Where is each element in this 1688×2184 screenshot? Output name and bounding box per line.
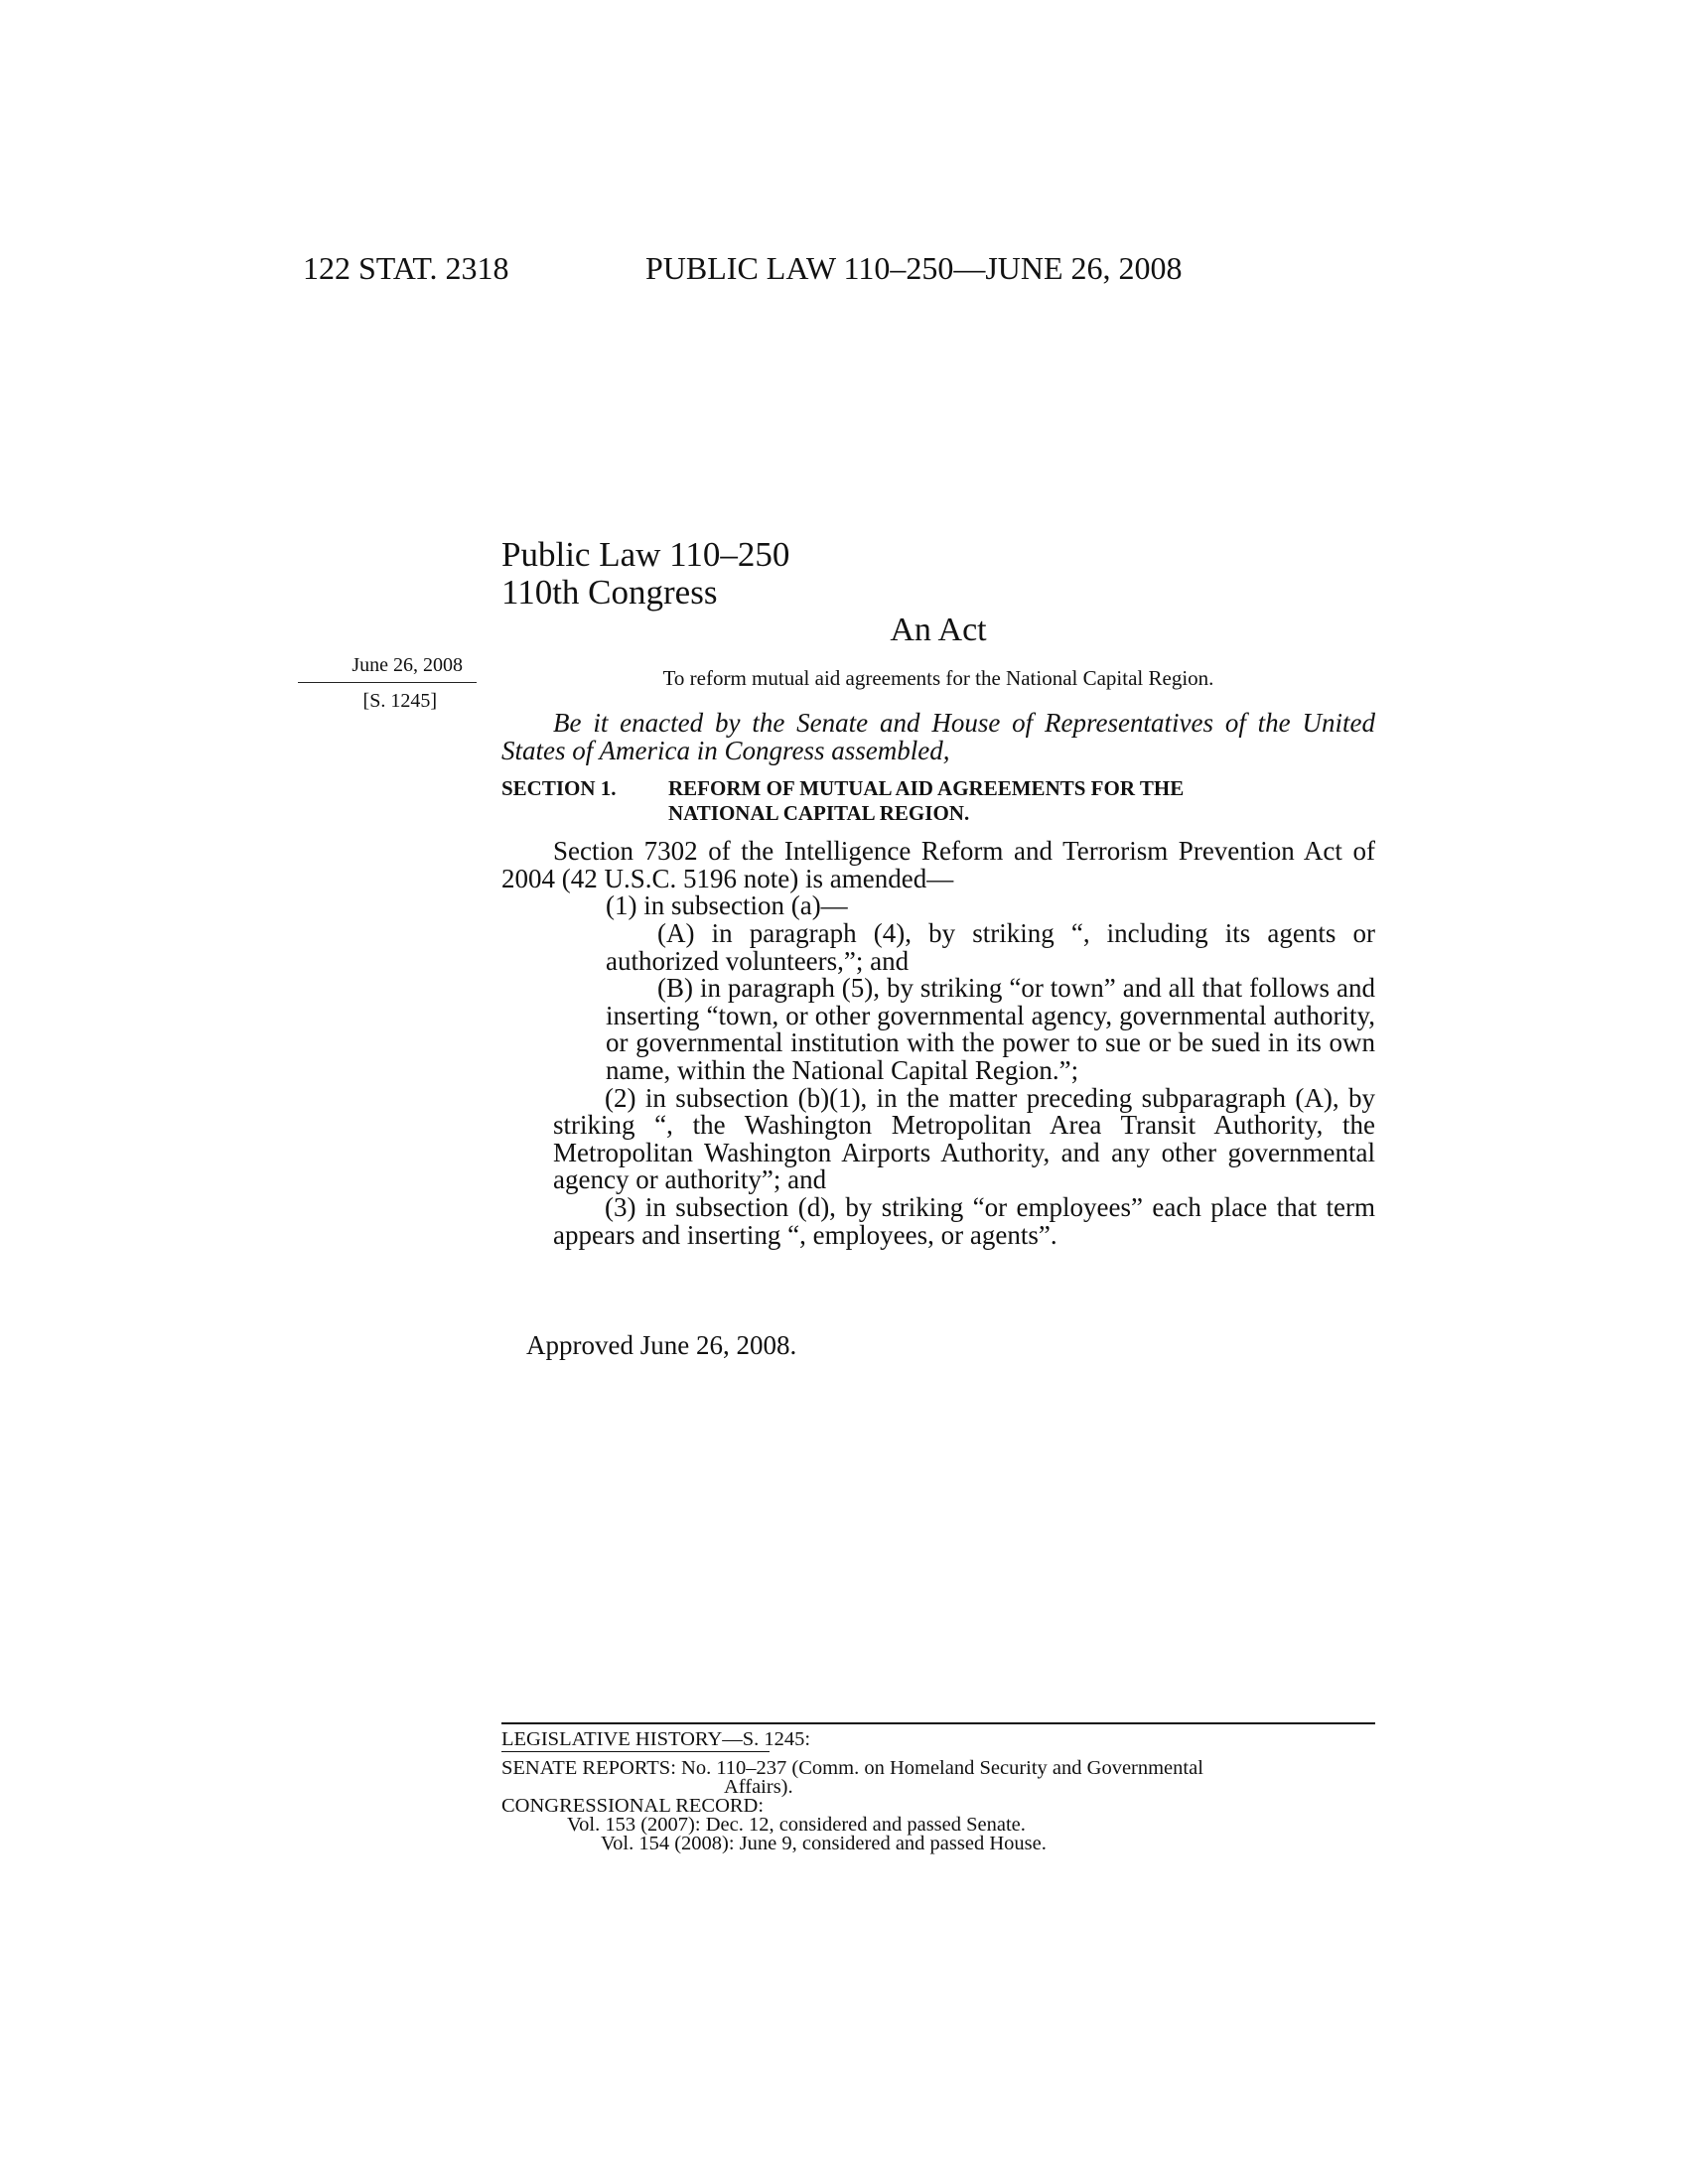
running-header: [303, 248, 1296, 288]
paragraph-3: (3) in subsection (d), by striking “or employees” each place that term appears and inserting “, employees, or agents”.: [553, 1191, 1375, 1250]
law-number-and-date: PUBLIC LAW 110–250—JUNE 26, 2008: [645, 250, 1183, 286]
section-lead-paragraph: Section 7302 of the Intelligence Reform and Terrorism Prevention Act of 2004 (42 U.S.C. 5196 note) is amended—: [501, 836, 1375, 893]
public-law-number: Public Law 110–250: [501, 535, 790, 574]
history-heading-underline: [501, 1751, 770, 1752]
paragraph-2: (2) in subsection (b)(1), in the matter preceding subparagraph (A), by striking “, the Washington Metropolitan Area Transit Authority, the Metropolitan Washington Airports Authority, and any other governmental agency or authority”; and: [553, 1082, 1375, 1195]
congress-number: 110th Congress: [501, 573, 718, 612]
congressional-record-vol-153: Vol. 153 (2007): Dec. 12, considered and passed Senate.: [567, 1814, 1026, 1836]
senate-reports-continuation: Affairs).: [724, 1776, 793, 1798]
congressional-record-heading: CONGRESSIONAL RECORD:: [501, 1795, 765, 1817]
paragraph-1-B: (B) in paragraph (5), by striking “or town” and all that follows and inserting “town, or other governmental agency, governmental authority, or governmental institution with the power to sue or be sued in its own name, within the National Capital Region.”;: [606, 973, 1375, 1085]
act-heading: An Act: [890, 612, 987, 648]
enacting-clause: Be it enacted by the Senate and House of Representatives of the United States of America in Congress assembled,: [501, 708, 1375, 765]
margin-bill-number: [S. 1245]: [362, 690, 437, 712]
history-rule: [501, 1722, 1375, 1724]
margin-date: June 26, 2008: [298, 652, 477, 683]
legislative-history: [501, 1722, 1375, 1853]
act-body: [501, 710, 1375, 1249]
paragraph-1: (1) in subsection (a)—: [606, 890, 848, 921]
section-title-line2: NATIONAL CAPITAL REGION.: [668, 801, 970, 826]
section-heading: [501, 776, 1375, 826]
senate-reports-line: SENATE REPORTS: No. 110–237 (Comm. on Homeland Security and Governmental: [501, 1757, 1203, 1779]
approval-date: Approved June 26, 2008.: [526, 1330, 797, 1360]
section-number: SECTION 1.: [501, 776, 617, 801]
act-purpose: To reform mutual aid agreements for the National Capital Region.: [662, 666, 1214, 690]
margin-note: [298, 652, 477, 714]
congressional-record-vol-154: Vol. 154 (2008): June 9, considered and passed House.: [601, 1833, 1047, 1854]
paragraph-1-A: (A) in paragraph (4), by striking “, including its agents or authorized volunteers,”; and: [606, 917, 1375, 976]
legislative-history-heading: LEGISLATIVE HISTORY—S. 1245:: [501, 1728, 811, 1750]
stat-page-number: 122 STAT. 2318: [303, 250, 509, 286]
law-title-block: [501, 536, 789, 612]
section-title-line1: REFORM OF MUTUAL AID AGREEMENTS FOR THE: [668, 776, 1185, 801]
